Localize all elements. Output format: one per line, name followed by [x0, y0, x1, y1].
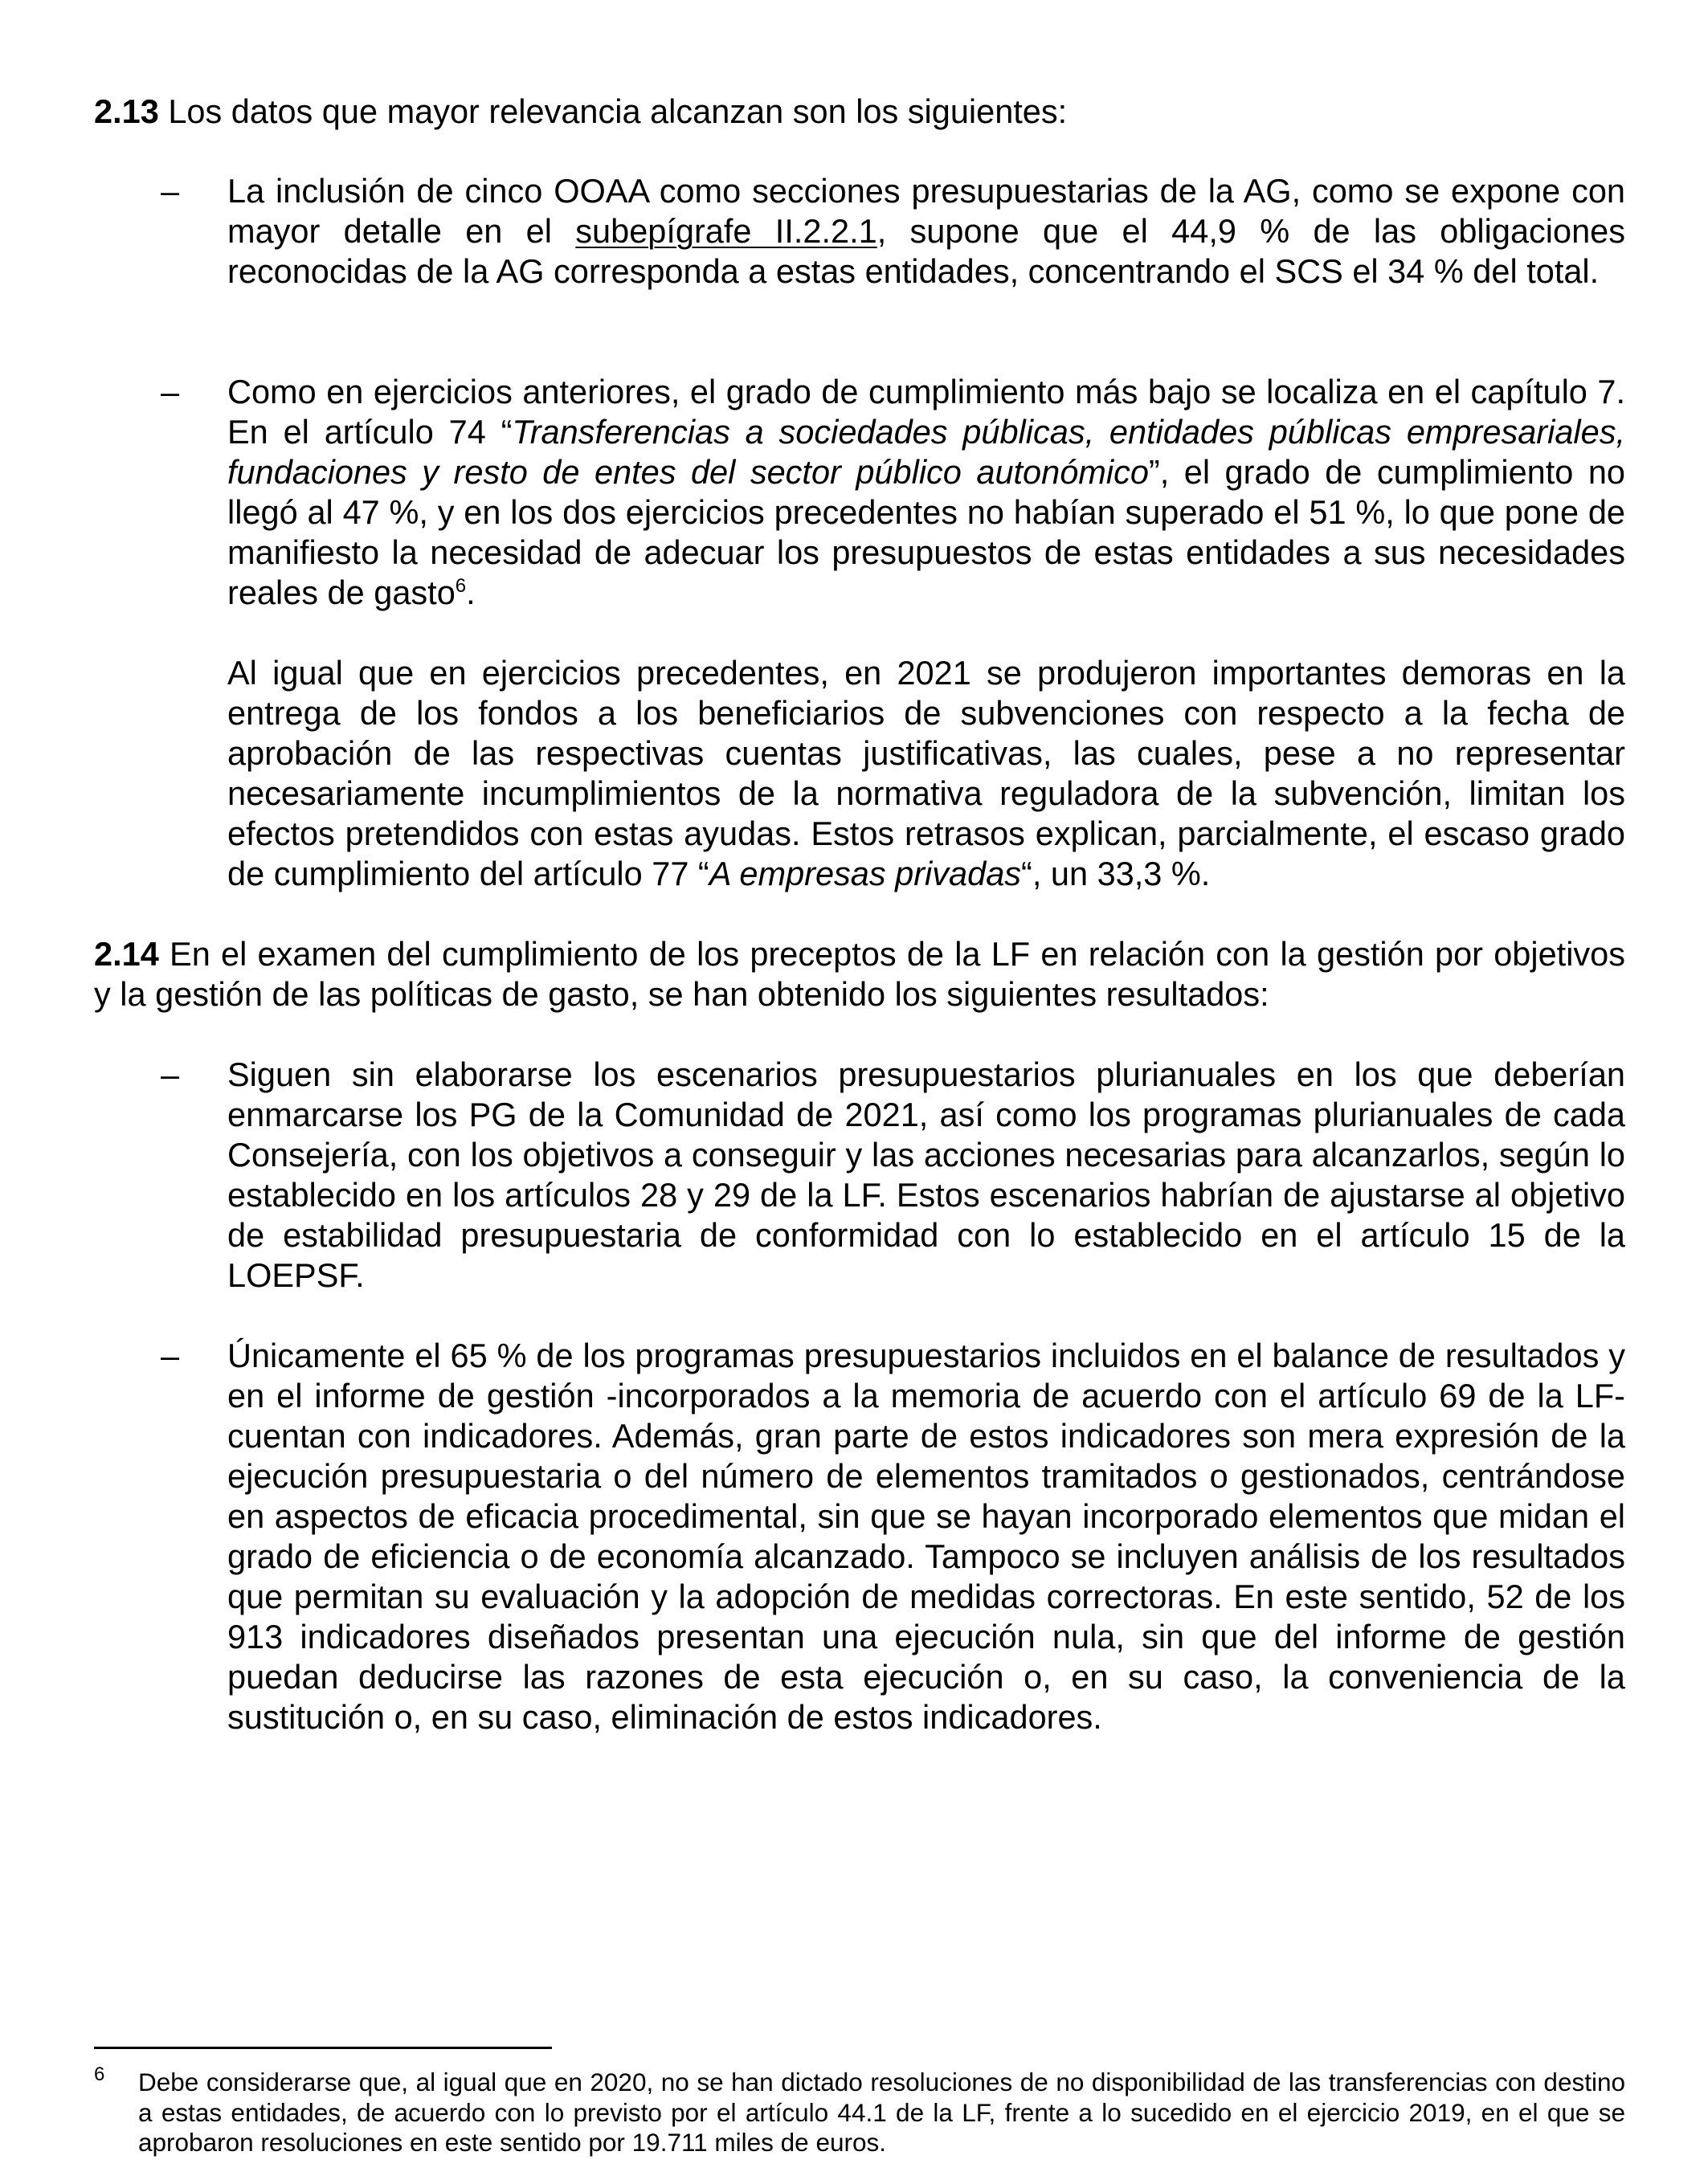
footnote-text: Debe considerarse que, al igual que en 2020, no se han dictado resoluciones de no disponibilidad de las transferencias con destino a estas entidades, de acuerdo con lo previsto por el artículo 44.1 de la LF, frente a lo sucedido en el ejercicio 2019, en el que se aprobaron resoluciones en este sentido por 19.711 miles de euros. [138, 2068, 1625, 2157]
bullet-text: La inclusión de cinco OOAA como secciones presupuestarias de la AG, como se expone con mayor detalle en el [227, 172, 1625, 250]
bullet-dash: – [161, 1055, 180, 1093]
article-title-italic: Transferencias a sociedades públicas, entidades públicas empresariales, fundaciones y resto de entes del sector público autonómico [227, 413, 1625, 491]
bullet-text: , supone que el 44,9 % de las obligaciones reconocidas de la AG corresponda a estas entidades, concentrando el SCS el 34 % del total. [227, 212, 1625, 290]
subepigrafe-link[interactable]: subepígrafe II.2.2.1 [575, 212, 877, 250]
bullet-item [227, 372, 1625, 613]
footnote-number: 6 [94, 2064, 105, 2085]
bullet-continuation [227, 653, 1625, 894]
section-number: 2.13 [94, 92, 159, 130]
bullet-text: Al igual que en ejercicios precedentes, en 2021 se produjeron importantes demoras en la entrega de los fondos a los beneficiarios de subvenciones con respecto a la fecha de aprobación de las respectivas cuentas justificativas, las cuales, pese a no representar necesariamente incumplimientos de la normativa reguladora de la subvención, limitan los efectos pretendidos con estas ayudas. Estos retrasos explican, parcialmente, el escaso grado de cumplimiento del artículo 77 “ [227, 654, 1625, 892]
bullet-item: Siguen sin elaborarse los escenarios presupuestarios plurianuales en los que deberían enmarcarse los PG de la Comunidad de 2021, así como los programas plurianuales de cada Consejería, con los objetivos a conseguir y las acciones necesarias para alcanzarlos, según lo establecido en los artículos 28 y 29 de la LF. Estos escenarios habrían de ajustarse al objetivo de estabilidad presupuestaria de conformidad con lo establecido en el artículo 15 de la LOEPSF. [227, 1055, 1625, 1294]
bullet-item: Únicamente el 65 % de los programas presupuestarios incluidos en el balance de resultados y en el informe de gestión -incorporados a la memoria de acuerdo con el artículo 69 de la LF- cuentan con indicadores. Además, gran parte de estos indicadores son mera expresión de la ejecución presupuestaria o del número de elementos tramitados o gestionados, centrándose en aspectos de eficacia procedimental, sin que se hayan incorporado elementos que midan el grado de eficiencia o de economía alcanzado. Tampoco se incluyen análisis de los resultados que permitan su evaluación y la adopción de medidas correctoras. En este sentido, 52 de los 913 indicadores diseñados presentan una ejecución nula, sin que del informe de gestión puedan deducirse las razones de esta ejecución o, en su caso, la conveniencia de la sustitución o, en su caso, eliminación de estos indicadores. [227, 1337, 1625, 1736]
bullet-dash: – [161, 373, 180, 410]
section-intro-text: En el examen del cumplimiento de los preceptos de la LF en relación con la gestión por objetivos y la gestión de las políticas de gasto, se han obtenido los siguientes resultados: [94, 935, 1626, 1013]
bullet-text: “, un 33,3 %. [1021, 855, 1211, 892]
section-intro-text: Los datos que mayor relevancia alcanzan son los siguientes: [168, 92, 1068, 130]
footnote-separator [94, 2047, 552, 2049]
footnote-reference[interactable]: 6 [455, 575, 467, 598]
bullet-text: Como en ejercicios anteriores, el grado de cumplimiento más bajo se localiza en el capítulo 7. En el artículo 74 “ [227, 373, 1625, 451]
bullet-item [227, 171, 1625, 292]
bullet-dash: – [161, 1337, 180, 1374]
article-title-italic: A empresas privadas [709, 855, 1022, 892]
bullet-text: ”, el grado de cumplimiento no llegó al 47 %, y en los dos ejercicios precedentes no habían superado el 51 %, lo que pone de manifiesto la necesidad de adecuar los presupuestos de estas entidades a sus necesidades reales de gasto [227, 453, 1625, 611]
section-2-14-intro [94, 934, 1625, 1014]
bullet-text: . [466, 574, 476, 611]
section-number: 2.14 [94, 935, 159, 973]
bullet-dash: – [161, 172, 180, 210]
section-2-13-intro [94, 92, 1625, 132]
